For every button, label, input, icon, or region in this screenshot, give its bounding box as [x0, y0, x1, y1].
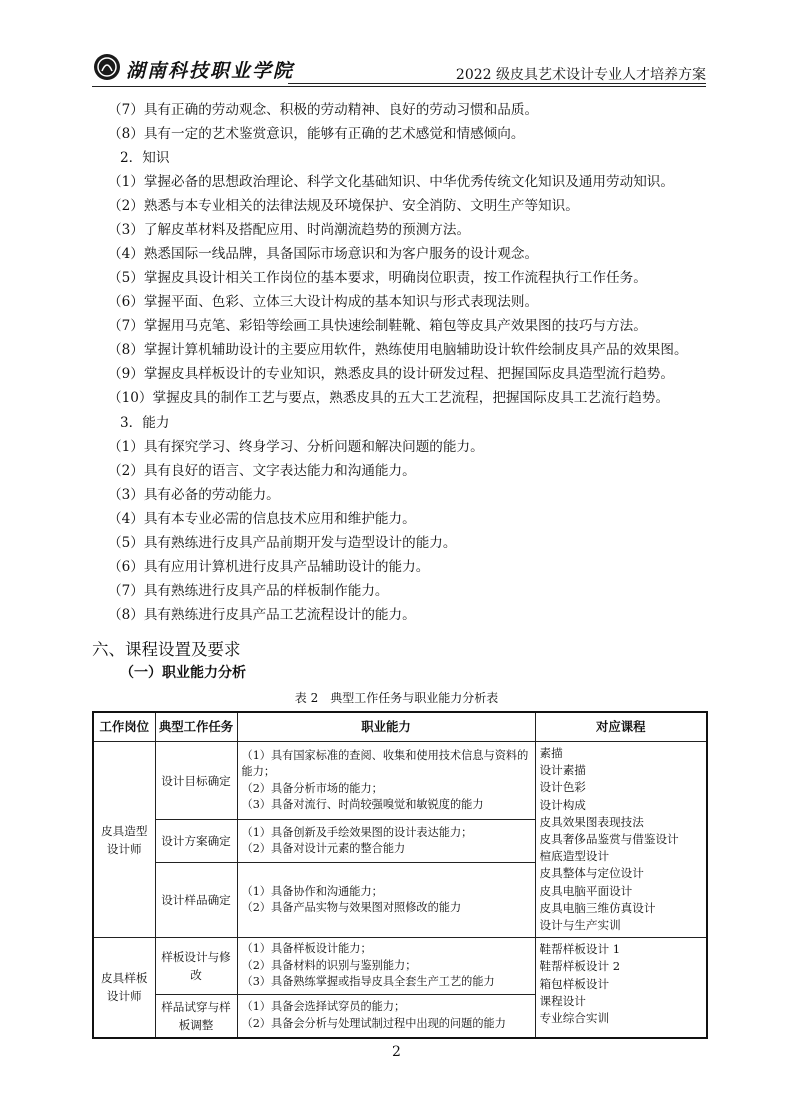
ability-line: （2）具备产品实物与效果图对照修改的能力 [241, 901, 462, 915]
ability-line: （3）具备对流行、时尚较强嗅觉和敏锐度的能力 [241, 798, 484, 812]
ability-cell [237, 863, 535, 938]
ability-item: （1）具有探究学习、终身学习、分析问题和解决问题的能力。 [108, 439, 484, 455]
knowledge-item: （2）熟悉与本专业相关的法律法规及环境保护、安全消防、文明生产等知识。 [108, 198, 579, 214]
task-cell: 样品试穿与样板调整 [155, 994, 237, 1038]
quality-item: （7）具有正确的劳动观念、积极的劳动精神、良好的劳动习惯和品质。 [108, 102, 539, 118]
knowledge-item: （6）掌握平面、色彩、立体三大设计构成的基本知识与形式表现法则。 [108, 294, 539, 310]
table-row [93, 938, 707, 995]
course-item: 皮具整体与定位设计 [539, 866, 644, 881]
course-item: 皮具电脑三维仿真设计 [539, 900, 656, 915]
ability-cell [237, 820, 535, 863]
knowledge-item: （10）掌握皮具的制作工艺与要点，熟悉皮具的五大工艺流程，把握国际皮具工艺流行趋势。 [108, 390, 670, 406]
knowledge-item: （1）掌握必备的思想政治理论、科学文化基础知识、中华优秀传统文化知识及通用劳动知识。 [108, 174, 674, 190]
course-item: 素描 [539, 746, 563, 760]
course-item: 课程设计 [539, 993, 586, 1008]
ability-line: （2）具备对设计元素的整合能力 [241, 842, 406, 856]
knowledge-item: （5）掌握皮具设计相关工作岗位的基本要求，明确岗位职责，按工作流程执行工作任务。 [108, 270, 647, 286]
course-item: 皮具奢侈品鉴赏与借鉴设计 [539, 832, 679, 847]
column-header: 职业能力 [237, 712, 535, 742]
ability-line: （1）具备会选择试穿员的能力； [241, 1000, 406, 1014]
column-header: 工作岗位 [93, 712, 155, 742]
course-item: 鞋帮样板设计 1 [539, 942, 621, 957]
column-header: 典型工作任务 [155, 712, 237, 742]
knowledge-item: （3）了解皮革材料及搭配应用、时尚潮流趋势的预测方法。 [108, 222, 471, 238]
ability-item: （2）具有良好的语言、文字表达能力和沟通能力。 [108, 463, 416, 479]
task-cell: 设计样品确定 [155, 863, 237, 938]
course-item: 设计色彩 [539, 780, 586, 795]
ability-line: （1）具有国家标准的查阅、收集和使用技术信息与资料的能力； [241, 748, 529, 779]
ability-line: （2）具备会分析与处理试制过程中出现的问题的能力 [241, 1016, 506, 1030]
course-item: 设计构成 [539, 797, 586, 812]
ability-cell [237, 938, 535, 995]
ability-cell [237, 742, 535, 820]
knowledge-item: （7）掌握用马克笔、彩铅等绘画工具快速绘制鞋靴、箱包等皮具产效果图的技巧与方法。 [108, 318, 647, 334]
course-item: 设计与生产实训 [539, 918, 621, 933]
ability-item: （5）具有熟练进行皮具产品前期开发与造型设计的能力。 [108, 535, 457, 551]
header-divider [92, 86, 706, 87]
school-logo-icon [92, 52, 122, 82]
table-caption: 表 2 典型工作任务与职业能力分析表 [294, 691, 499, 705]
course-item: 皮具效果图表现技法 [539, 814, 644, 829]
table-row [93, 742, 707, 820]
ability-item: （8）具有熟练进行皮具产品工艺流程设计的能力。 [108, 607, 416, 623]
ability-item: （3）具有必备的劳动能力。 [108, 487, 280, 503]
task-cell: 设计方案确定 [155, 820, 237, 863]
task-cell: 设计目标确定 [155, 742, 237, 820]
section-title: 六、课程设置及要求 [92, 640, 241, 659]
task-cell: 样板设计与修改 [155, 938, 237, 995]
ability-cell [237, 994, 535, 1038]
ability-line: （2）具备材料的识别与鉴别能力； [241, 958, 417, 972]
ability-line: （2）具备分析市场的能力； [241, 781, 383, 795]
knowledge-heading: 2．知识 [120, 150, 170, 166]
post-cell: 皮具造型设计师 [93, 742, 155, 938]
document-title: 2022 级皮具艺术设计专业人才培养方案 [455, 67, 706, 83]
ability-line: （1）具备创新及手绘效果图的设计表达能力； [241, 825, 473, 839]
course-item: 楦底造型设计 [539, 849, 610, 864]
table-header-row [93, 712, 707, 742]
post-cell: 皮具样板设计师 [93, 938, 155, 1038]
ability-item: （6）具有应用计算机进行皮具产品辅助设计的能力。 [108, 559, 430, 575]
course-cell [535, 938, 707, 1038]
page-header [92, 52, 706, 86]
course-cell [535, 742, 707, 938]
knowledge-item: （4）熟悉国际一线品牌，具备国际市场意识和为客户服务的设计观念。 [108, 246, 539, 262]
ability-heading: 3．能力 [120, 415, 170, 431]
course-item: 设计素描 [539, 763, 586, 778]
school-name: 湖南科技职业学院 [126, 60, 295, 82]
course-item: 皮具电脑平面设计 [539, 883, 633, 898]
knowledge-item: （9）掌握皮具样板设计的专业知识，熟悉皮具的设计研发过程、把握国际皮具造型流行趋势。 [108, 366, 674, 382]
analysis-table [92, 711, 708, 1039]
course-item: 箱包样板设计 [539, 976, 610, 991]
ability-item: （7）具有熟练进行皮具产品的样板制作能力。 [108, 583, 389, 599]
course-item: 专业综合实训 [539, 1011, 610, 1026]
knowledge-item: （8）掌握计算机辅助设计的主要应用软件，熟练使用电脑辅助设计软件绘制皮具产品的效果图。 [108, 342, 688, 358]
ability-line: （1）具备样板设计能力； [241, 942, 372, 956]
ability-line: （1）具备协作和沟通能力； [241, 884, 383, 898]
course-item: 鞋帮样板设计 2 [539, 959, 621, 974]
ability-line: （3）具备熟练掌握或指导皮具全套生产工艺的能力 [241, 975, 495, 989]
ability-item: （4）具有本专业必需的信息技术应用和维护能力。 [108, 511, 416, 527]
column-header: 对应课程 [535, 712, 707, 742]
quality-item: （8）具有一定的艺术鉴赏意识，能够有正确的艺术感觉和情感倾向。 [108, 126, 525, 142]
subsection-title: （一）职业能力分析 [120, 665, 246, 681]
page-number: 2 [392, 1044, 401, 1060]
